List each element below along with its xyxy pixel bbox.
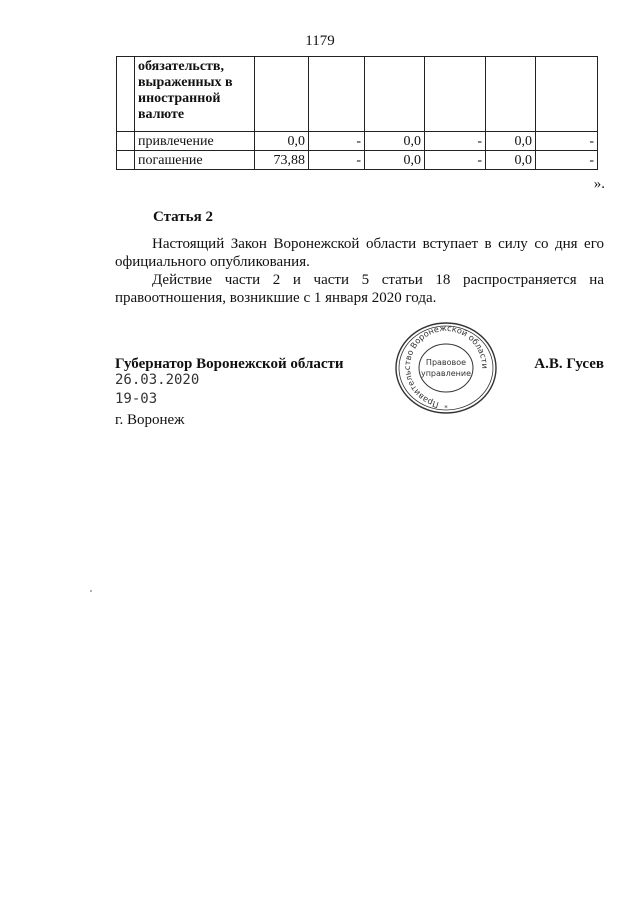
table-cell: - [309, 151, 365, 170]
table-header-label [135, 57, 255, 132]
table-cell: 73,88 [255, 151, 309, 170]
article-paragraph: Действие части 2 и части 5 статьи 18 распространяется на правоотношения, возникшие с 1 января 2020 года. [115, 272, 604, 306]
header-line: валюте [138, 107, 185, 122]
table-cell [536, 57, 598, 132]
official-stamp [394, 321, 498, 415]
table-cell [309, 57, 365, 132]
table-cell: 0,0 [255, 132, 309, 151]
signatory-name: А.В. Гусев [534, 356, 604, 372]
table-row [117, 151, 598, 170]
table-cell: - [309, 132, 365, 151]
table-row [117, 132, 598, 151]
row-label: привлечение [135, 132, 255, 151]
stamp-center-line: Правовое [425, 358, 467, 367]
page-number: 1179 [305, 33, 335, 49]
stamp-center-line: управление [420, 369, 472, 378]
article-paragraph: Настоящий Закон Воронежской области вступает в силу со дня его официального опубликования. [115, 236, 604, 270]
table-cell: 0,0 [486, 132, 536, 151]
table-cell: 0,0 [365, 132, 425, 151]
table-cell-index [117, 151, 135, 170]
table-cell [365, 57, 425, 132]
header-line: обязательств, [138, 59, 224, 74]
budget-table [116, 56, 598, 170]
table-cell [255, 57, 309, 132]
table-cell-index [117, 132, 135, 151]
table-cell-index [117, 57, 135, 132]
table-cell: - [425, 151, 486, 170]
stamp-ring-textpath: Правительство Воронежской области [401, 322, 491, 411]
stamp-star-icon: * [444, 404, 448, 412]
signatory-title: Губернатор Воронежской области [115, 356, 344, 372]
closing-quote: ». [593, 176, 605, 192]
table-cell: - [536, 151, 598, 170]
header-line: выраженных в [138, 75, 233, 90]
scan-dot [90, 590, 92, 592]
row-label: погашение [135, 151, 255, 170]
table-cell: - [425, 132, 486, 151]
table-cell: 0,0 [365, 151, 425, 170]
table-cell [425, 57, 486, 132]
table-cell [486, 57, 536, 132]
table-cell: - [536, 132, 598, 151]
table-header-row [117, 57, 598, 132]
signing-city: г. Воронеж [115, 412, 185, 428]
law-number: 19-03 [115, 391, 158, 407]
signing-date: 26.03.2020 [115, 372, 200, 388]
article-title: Статья 2 [153, 209, 213, 225]
table-cell: 0,0 [486, 151, 536, 170]
header-line: иностранной [138, 91, 221, 106]
